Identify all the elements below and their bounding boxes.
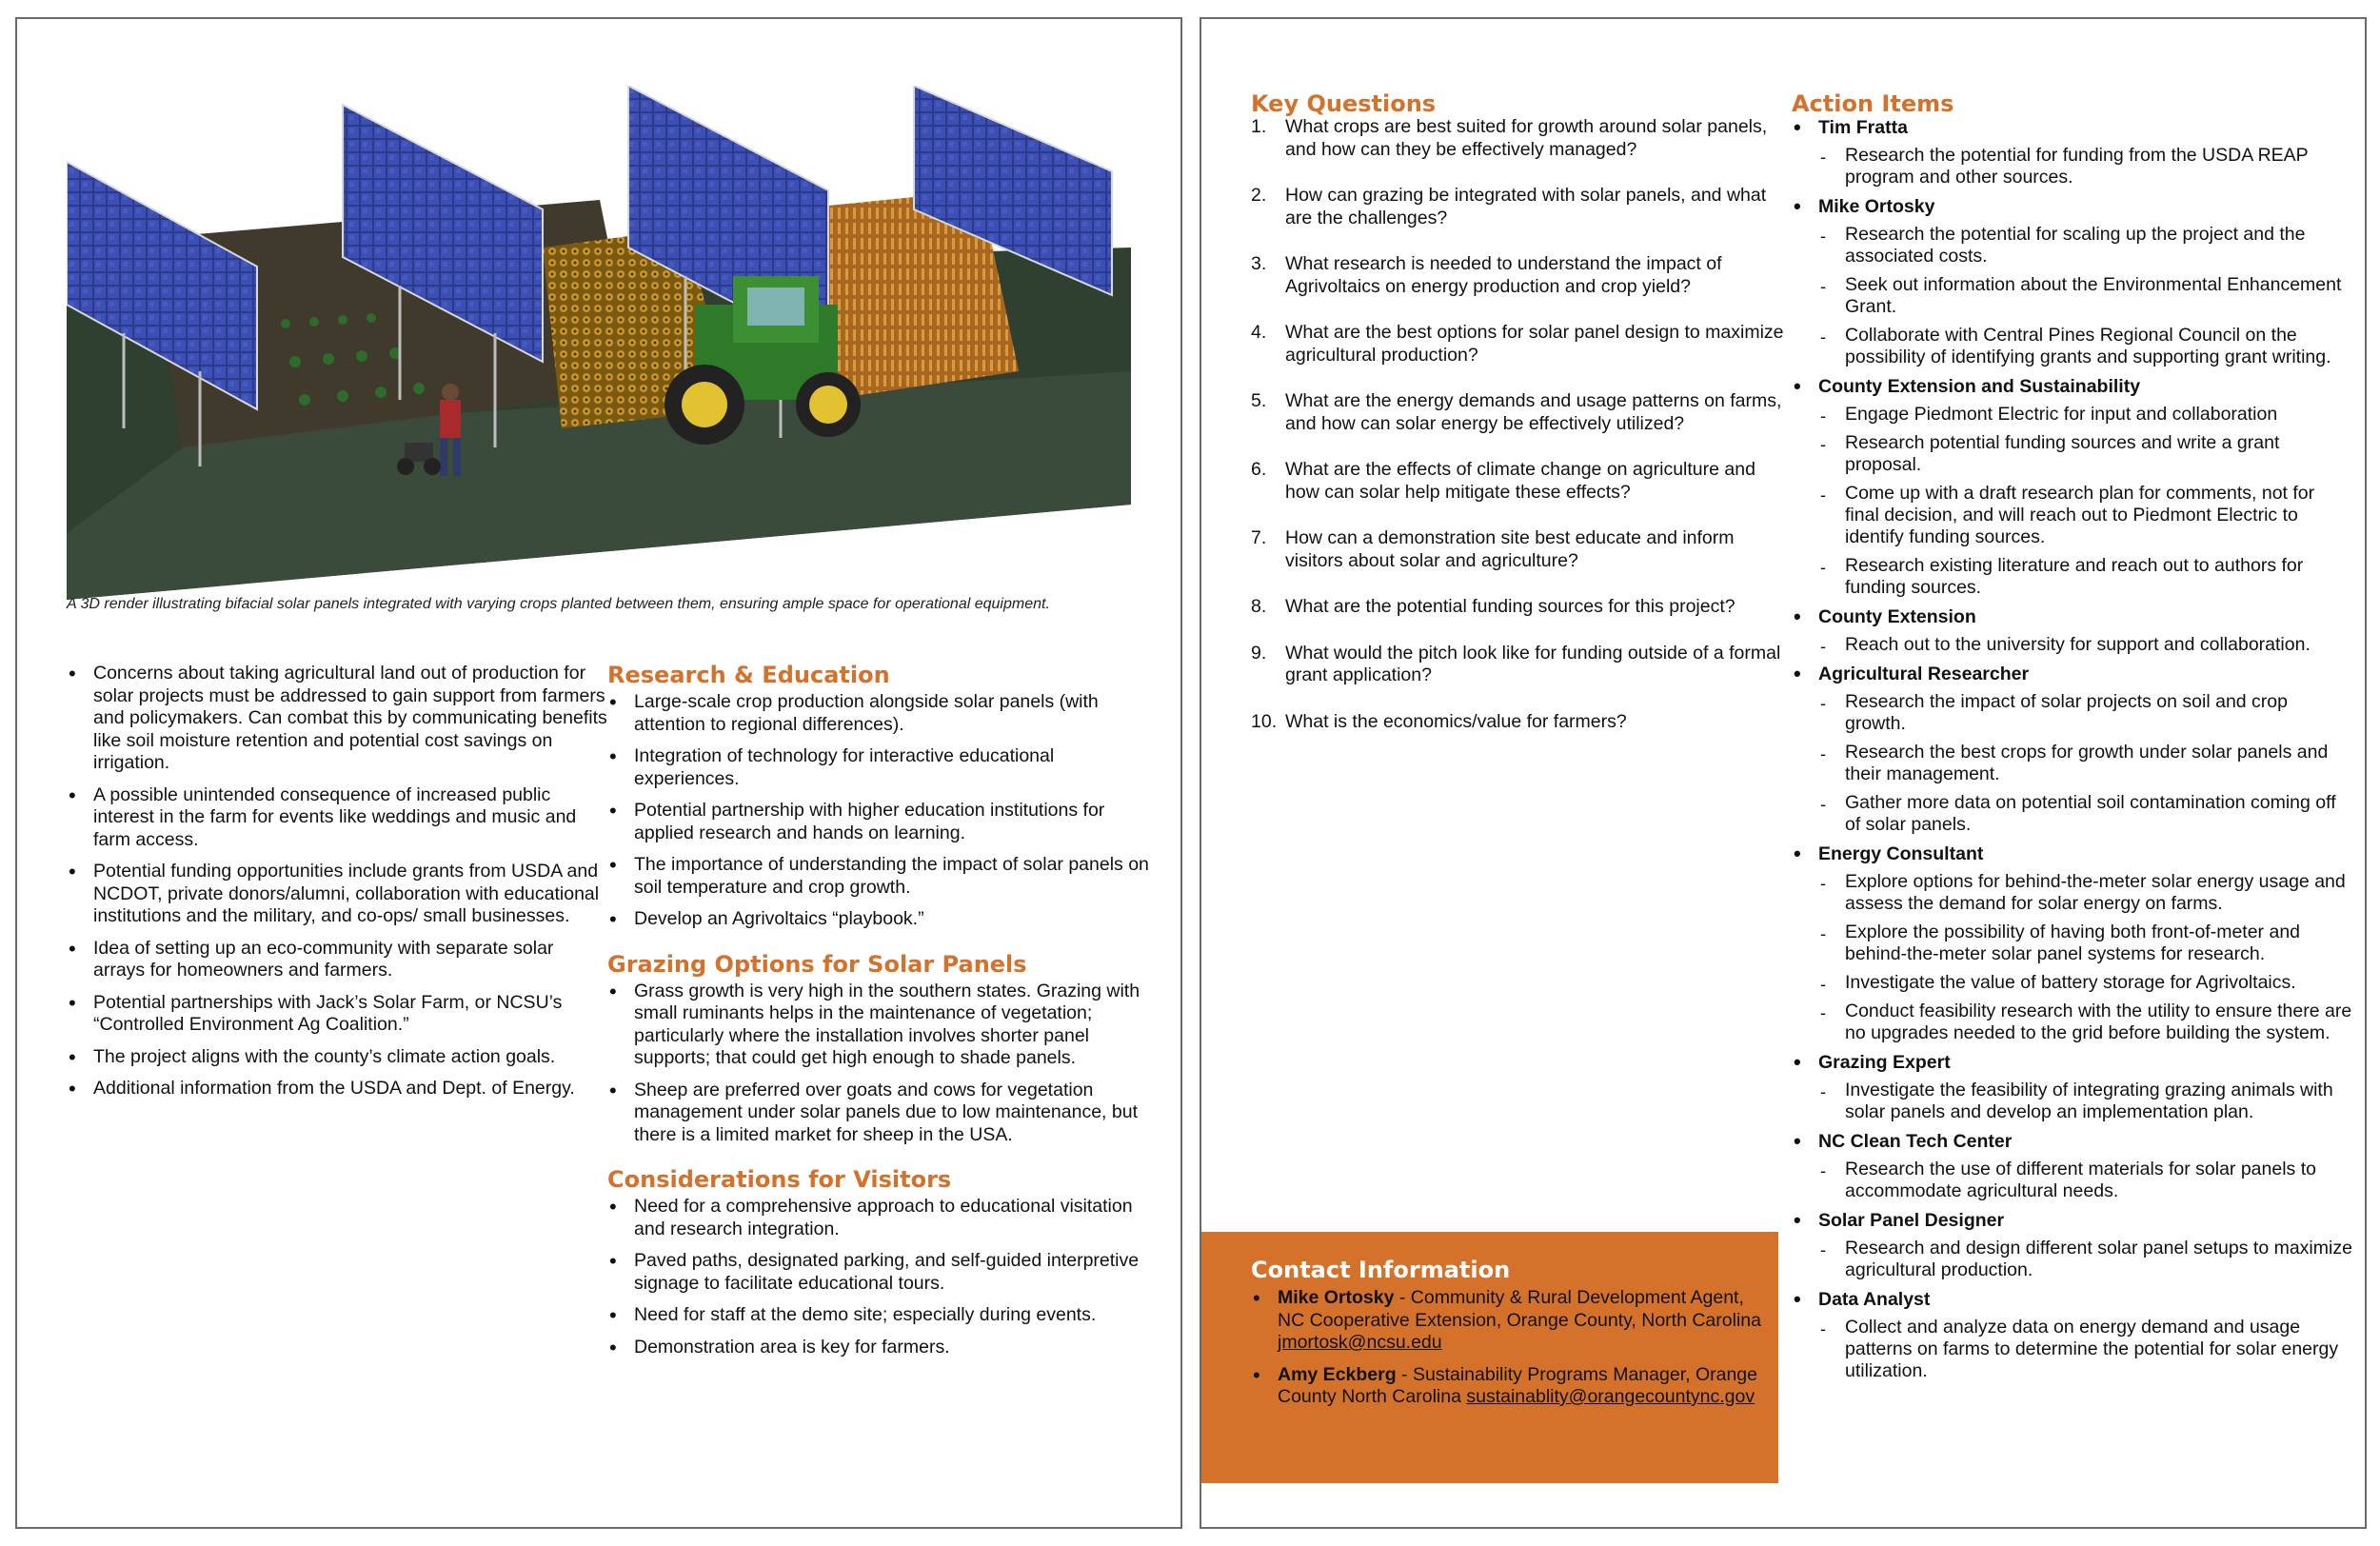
task-item: - Research the potential for scaling up the project and the associated costs. bbox=[1792, 224, 2353, 268]
action-owner bbox=[1792, 195, 2353, 368]
list-item: • Paved paths, designated parking, and self-guided interpretive signage to facilitate educational tours. bbox=[607, 1250, 1160, 1295]
question-number: 6. bbox=[1251, 459, 1267, 480]
agrivoltaics-render-illustration bbox=[67, 86, 1131, 604]
question-number: 4. bbox=[1251, 322, 1267, 343]
task-item: - Research the best crops for growth under solar panels and their management. bbox=[1792, 742, 2353, 785]
question-number: 5. bbox=[1251, 390, 1267, 411]
question-item bbox=[1251, 116, 1784, 161]
section-title: Grazing Options for Solar Panels bbox=[607, 950, 1027, 978]
question-text: What are the best options for solar panel design to maximize agricultural production? bbox=[1285, 322, 1784, 366]
research-education-section bbox=[607, 663, 1160, 931]
question-text: What research is needed to understand the impact of Agrivoltaics on energy production and crop yield? bbox=[1285, 253, 1722, 297]
task-item: - Research existing literature and reach out to authors for funding sources. bbox=[1792, 555, 2353, 599]
list-item: • A possible unintended consequence of increased public interest in the farm for events like weddings and music and farm access. bbox=[67, 784, 607, 852]
list-item: • Potential funding opportunities include grants from USDA and NCDOT, private donors/alumni, collaboration with educational institutions and the military, and co-ops/ small businesses. bbox=[67, 861, 607, 928]
list-item: • Develop an Agrivoltaics “playbook.” bbox=[607, 908, 1160, 931]
task-item: - Investigate the value of battery storage for Agrivoltaics. bbox=[1792, 972, 2353, 994]
action-owner bbox=[1792, 1209, 2353, 1281]
list-item: • Concerns about taking agricultural land out of production for solar projects must be addressed to gain support from farmers and policymakers. Can combat this by communicating benefits like soil moisture retention and potential cost savings on irrigation. bbox=[67, 663, 607, 775]
question-item bbox=[1251, 253, 1784, 298]
question-item bbox=[1251, 390, 1784, 435]
question-text: What is the economics/value for farmers? bbox=[1285, 710, 1627, 732]
owner-name: • County Extension and Sustainability bbox=[1792, 375, 2353, 398]
task-item: - Engage Piedmont Electric for input and collaboration bbox=[1792, 404, 2353, 426]
question-item bbox=[1251, 527, 1784, 572]
owner-name: • Solar Panel Designer bbox=[1792, 1209, 2353, 1232]
owner-name: • Agricultural Researcher bbox=[1792, 663, 2353, 685]
list-item: • Need for staff at the demo site; especially during events. bbox=[607, 1304, 1160, 1327]
task-item: - Collaborate with Central Pines Regional Council on the possibility of identifying grants and supporting grant writing. bbox=[1792, 325, 2353, 368]
topic-sections bbox=[607, 663, 1160, 1379]
question-item bbox=[1251, 459, 1784, 504]
section-title: Key Questions bbox=[1251, 90, 1437, 117]
question-text: What are the energy demands and usage patterns on farms, and how can solar energy be effectively utilized? bbox=[1285, 390, 1782, 434]
action-owner bbox=[1792, 663, 2353, 836]
question-number: 10. bbox=[1251, 710, 1278, 732]
question-item bbox=[1251, 711, 1784, 734]
owner-name: • Grazing Expert bbox=[1792, 1051, 2353, 1074]
list-item: • The project aligns with the county’s climate action goals. bbox=[67, 1046, 607, 1069]
list-item: • Potential partnership with higher education institutions for applied research and hands on learning. bbox=[607, 800, 1160, 844]
list-item: • Idea of setting up an eco-community with separate solar arrays for homeowners and farmers. bbox=[67, 938, 607, 982]
grazing-section bbox=[607, 952, 1160, 1147]
task-item: - Seek out information about the Environmental Enhancement Grant. bbox=[1792, 274, 2353, 318]
question-number: 2. bbox=[1251, 185, 1267, 206]
question-item bbox=[1251, 596, 1784, 619]
action-owner bbox=[1792, 1051, 2353, 1123]
task-item: - Research and design different solar panel setups to maximize agricultural production. bbox=[1792, 1238, 2353, 1281]
general-notes bbox=[67, 663, 607, 1110]
task-item: - Research the use of different materials for solar panels to accommodate agricultural needs. bbox=[1792, 1159, 2353, 1202]
contact-email-link[interactable]: sustainablity@orangecountync.gov bbox=[1466, 1386, 1755, 1407]
task-item: - Investigate the feasibility of integrating grazing animals with solar panels and develop an implementation plan. bbox=[1792, 1080, 2353, 1123]
section-title: Considerations for Visitors bbox=[607, 1166, 952, 1193]
contact-role: - Community & Rural Development Agent, NC Cooperative Extension, Orange County, North Carolina bbox=[1278, 1287, 1761, 1331]
owner-name: • NC Clean Tech Center bbox=[1792, 1130, 2353, 1153]
contact-email-link[interactable]: jmortosk@ncsu.edu bbox=[1278, 1332, 1442, 1353]
question-number: 1. bbox=[1251, 116, 1267, 137]
task-item: - Research the potential for funding from the USDA REAP program and other sources. bbox=[1792, 145, 2353, 188]
list-item: • Demonstration area is key for farmers. bbox=[607, 1337, 1160, 1359]
section-title: Contact Information bbox=[1251, 1257, 1511, 1283]
task-item: - Reach out to the university for support and collaboration. bbox=[1792, 634, 2353, 656]
question-text: What crops are best suited for growth around solar panels, and how can they be effectively managed? bbox=[1285, 116, 1768, 160]
list-item: • Sheep are preferred over goats and cows for vegetation management under solar panels due to low maintenance, but there is a limited market for sheep in the USA. bbox=[607, 1080, 1160, 1147]
question-number: 8. bbox=[1251, 596, 1267, 617]
owner-name: • County Extension bbox=[1792, 605, 2353, 628]
question-text: How can grazing be integrated with solar panels, and what are the challenges? bbox=[1285, 185, 1767, 228]
task-item: - Collect and analyze data on energy demand and usage patterns on farms to determine the potential for solar energy utilization. bbox=[1792, 1317, 2353, 1382]
list-item: • Large-scale crop production alongside solar panels (with attention to regional differences). bbox=[607, 691, 1160, 736]
question-text: What are the effects of climate change on agriculture and how can solar help mitigate these effects? bbox=[1285, 459, 1755, 503]
task-item: - Explore the possibility of having both front-of-meter and behind-the-meter solar panel systems for research. bbox=[1792, 922, 2353, 965]
question-item bbox=[1251, 322, 1784, 367]
image-caption: A 3D render illustrating bifacial solar panels integrated with varying crops planted between them, ensuring ample space for operational equipment. bbox=[67, 596, 1050, 612]
action-owner bbox=[1792, 375, 2353, 599]
contact-name: Amy Eckberg bbox=[1278, 1363, 1397, 1385]
right-page bbox=[1200, 17, 2367, 1529]
list-item: • Grass growth is very high in the southern states. Grazing with small ruminants helps in the maintenance of vegetation; particularly where the installation involves shorter panel supports; that could get high enough to shade panels. bbox=[607, 981, 1160, 1070]
action-owner bbox=[1792, 116, 2353, 188]
task-item: - Research the impact of solar projects on soil and crop growth. bbox=[1792, 691, 2353, 735]
task-item: - Research potential funding sources and write a grant proposal. bbox=[1792, 432, 2353, 476]
question-item bbox=[1251, 643, 1784, 687]
question-number: 9. bbox=[1251, 642, 1267, 664]
list-item: • Integration of technology for interactive educational experiences. bbox=[607, 745, 1160, 790]
visitors-section bbox=[607, 1167, 1160, 1358]
owner-name: • Mike Ortosky bbox=[1792, 195, 2353, 218]
action-owner bbox=[1792, 605, 2353, 656]
list-item: • The importance of understanding the impact of solar panels on soil temperature and crop growth. bbox=[607, 854, 1160, 899]
contact-person bbox=[1251, 1287, 1767, 1355]
action-owner bbox=[1792, 1130, 2353, 1202]
question-text: How can a demonstration site best educate and inform visitors about solar and agriculture? bbox=[1285, 527, 1735, 571]
question-text: What would the pitch look like for funding outside of a formal grant application? bbox=[1285, 642, 1781, 685]
key-questions-section bbox=[1251, 91, 1784, 757]
list-item: • Potential partnerships with Jack’s Solar Farm, or NCSU’s “Controlled Environment Ag Coalition.” bbox=[67, 992, 607, 1037]
left-page bbox=[15, 17, 1182, 1529]
owner-name: • Tim Fratta bbox=[1792, 116, 2353, 139]
question-item bbox=[1251, 185, 1784, 229]
action-owner bbox=[1792, 1288, 2353, 1382]
contact-role: - Sustainability Programs Manager, Orange County North Carolina bbox=[1278, 1363, 1757, 1407]
task-item: - Gather more data on potential soil contamination coming off of solar panels. bbox=[1792, 792, 2353, 836]
question-number: 3. bbox=[1251, 253, 1267, 274]
list-item: • Need for a comprehensive approach to educational visitation and research integration. bbox=[607, 1196, 1160, 1240]
owner-name: • Energy Consultant bbox=[1792, 842, 2353, 865]
contact-name: Mike Ortosky bbox=[1278, 1287, 1395, 1308]
contact-person bbox=[1251, 1364, 1767, 1409]
task-item: - Explore options for behind-the-meter solar energy usage and assess the demand for solar energy on farms. bbox=[1792, 871, 2353, 915]
action-items-section bbox=[1792, 91, 2353, 1389]
action-owner bbox=[1792, 842, 2353, 1044]
question-number: 7. bbox=[1251, 527, 1267, 548]
owner-name: • Data Analyst bbox=[1792, 1288, 2353, 1311]
section-title: Action Items bbox=[1792, 90, 1954, 117]
task-item: - Come up with a draft research plan for comments, not for final decision, and will reach out to Piedmont Electric to identify funding sources. bbox=[1792, 483, 2353, 548]
list-item: • Additional information from the USDA and Dept. of Energy. bbox=[67, 1078, 607, 1100]
task-item: - Conduct feasibility research with the utility to ensure there are no upgrades needed to the grid before building the system. bbox=[1792, 1001, 2353, 1044]
contact-information-box bbox=[1201, 1232, 1778, 1483]
section-title: Research & Education bbox=[607, 662, 890, 688]
question-text: What are the potential funding sources for this project? bbox=[1285, 596, 1735, 617]
